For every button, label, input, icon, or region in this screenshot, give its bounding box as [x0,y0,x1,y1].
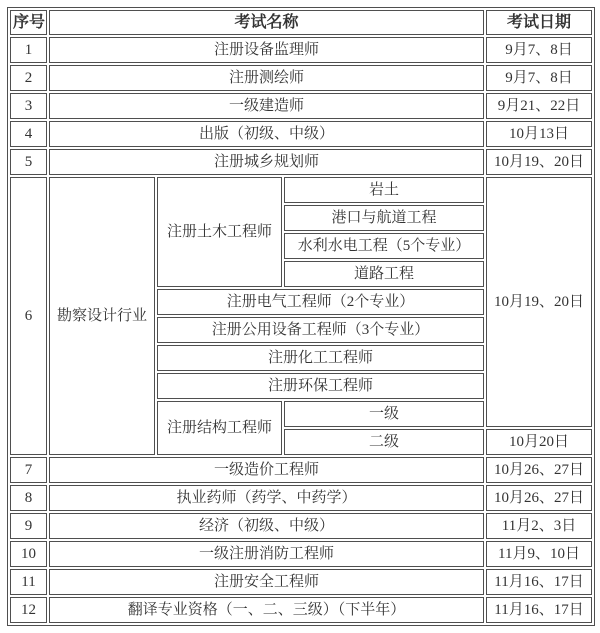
level-cell: 二级 [284,429,484,455]
row-number-cell: 4 [10,121,47,147]
exam-name-cell: 一级建造师 [49,93,484,119]
specialty-cell: 道路工程 [284,261,484,287]
exam-date-cell: 10月19、20日 [486,149,592,175]
table-row [10,541,592,567]
col-header-exam-date: 考试日期 [486,10,592,35]
row-number-cell: 8 [10,485,47,511]
exam-date-cell: 9月7、8日 [486,65,592,91]
exam-name-cell: 执业药师（药学、中药学） [49,485,484,511]
row-number-cell: 12 [10,597,47,623]
exam-date-cell: 10月26、27日 [486,457,592,483]
level2-date-cell: 10月20日 [486,429,592,455]
group-sub-row [10,177,592,203]
table-row [10,513,592,539]
col-header-index: 序号 [10,10,47,35]
table-row [10,93,592,119]
row-number-cell: 11 [10,569,47,595]
specialty-cell: 水利水电工程（5个专业） [284,233,484,259]
specialty-cell: 港口与航道工程 [284,205,484,231]
table-row [10,597,592,623]
row-number-cell: 1 [10,37,47,63]
exam-schedule-table [7,7,595,626]
row-number-cell: 10 [10,541,47,567]
exam-date-cell: 10月13日 [486,121,592,147]
table-row [10,37,592,63]
specialty-cell: 岩土 [284,177,484,203]
level-cell: 一级 [284,401,484,427]
row-number-cell: 9 [10,513,47,539]
row-number-cell: 7 [10,457,47,483]
group-date-cell: 10月19、20日 [486,177,592,427]
exam-date-cell: 11月16、17日 [486,569,592,595]
civil-engineer-cell: 注册土木工程师 [157,177,282,287]
exam-name-cell: 注册电气工程师（2个专业） [157,289,484,315]
col-header-exam-name: 考试名称 [49,10,484,35]
exam-name-cell: 注册城乡规划师 [49,149,484,175]
exam-date-cell: 11月2、3日 [486,513,592,539]
row-number-cell: 3 [10,93,47,119]
exam-name-cell: 注册化工工程师 [157,345,484,371]
exam-name-cell: 一级造价工程师 [49,457,484,483]
exam-name-cell: 注册测绘师 [49,65,484,91]
exam-name-cell: 出版（初级、中级） [49,121,484,147]
row-number-cell: 2 [10,65,47,91]
group-industry-cell: 勘察设计行业 [49,177,155,455]
exam-name-cell: 注册设备监理师 [49,37,484,63]
exam-name-cell: 一级注册消防工程师 [49,541,484,567]
exam-name-cell: 经济（初级、中级） [49,513,484,539]
row-number-cell: 5 [10,149,47,175]
exam-date-cell: 11月9、10日 [486,541,592,567]
exam-date-cell: 10月26、27日 [486,485,592,511]
exam-name-cell: 注册公用设备工程师（3个专业） [157,317,484,343]
row-number-cell: 6 [10,177,47,455]
exam-name-cell: 注册环保工程师 [157,373,484,399]
exam-name-cell: 注册安全工程师 [49,569,484,595]
exam-date-cell: 11月16、17日 [486,597,592,623]
exam-date-cell: 9月7、8日 [486,37,592,63]
exam-name-cell: 翻译专业资格（一、二、三级）（下半年） [49,597,484,623]
header-row [10,10,592,35]
table-row [10,65,592,91]
exam-date-cell: 9月21、22日 [486,93,592,119]
table-row [10,485,592,511]
table-row [10,121,592,147]
table-row [10,457,592,483]
table-row [10,149,592,175]
table-row [10,569,592,595]
structural-engineer-cell: 注册结构工程师 [157,401,282,455]
